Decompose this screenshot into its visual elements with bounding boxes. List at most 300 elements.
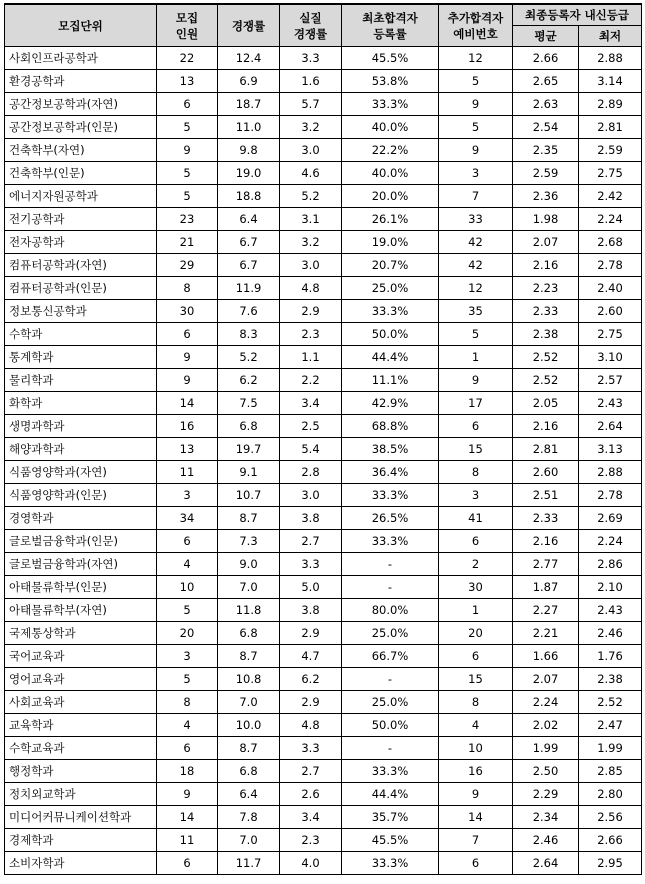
cell-first-registration: 25.0% — [342, 622, 439, 645]
cell-competition: 7.0 — [218, 576, 280, 599]
cell-grade-average: 2.07 — [513, 231, 579, 254]
cell-grade-average: 2.65 — [513, 70, 579, 93]
admission-results-table — [4, 3, 642, 875]
cell-competition: 9.1 — [218, 461, 280, 484]
table-row — [5, 392, 642, 415]
header-first-registration-line1: 최초합격자 — [362, 10, 418, 25]
cell-extra-admission: 30 — [439, 576, 513, 599]
cell-grade-lowest: 3.14 — [579, 70, 642, 93]
cell-dept: 영어교육과 — [5, 668, 157, 691]
cell-competition: 9.0 — [218, 553, 280, 576]
cell-quota: 16 — [157, 415, 218, 438]
cell-competition: 6.8 — [218, 622, 280, 645]
header-dept: 모집단위 — [5, 4, 157, 47]
cell-grade-average: 2.21 — [513, 622, 579, 645]
cell-real-competition: 2.7 — [280, 760, 342, 783]
cell-real-competition: 2.2 — [280, 369, 342, 392]
cell-competition: 11.7 — [218, 852, 280, 875]
table-row — [5, 576, 642, 599]
cell-grade-average: 2.60 — [513, 461, 579, 484]
table-row — [5, 599, 642, 622]
cell-competition: 6.2 — [218, 369, 280, 392]
cell-grade-lowest: 2.10 — [579, 576, 642, 599]
cell-real-competition: 3.3 — [280, 553, 342, 576]
cell-grade-lowest: 2.24 — [579, 208, 642, 231]
cell-extra-admission: 5 — [439, 70, 513, 93]
cell-dept: 건축학부(자연) — [5, 139, 157, 162]
cell-dept: 국어교육과 — [5, 645, 157, 668]
cell-quota: 21 — [157, 231, 218, 254]
cell-grade-lowest: 2.60 — [579, 300, 642, 323]
cell-extra-admission: 41 — [439, 507, 513, 530]
cell-grade-average: 2.16 — [513, 254, 579, 277]
cell-grade-average: 1.99 — [513, 737, 579, 760]
header-first-registration-line2: 등록률 — [373, 26, 407, 41]
table-row — [5, 714, 642, 737]
cell-extra-admission: 42 — [439, 231, 513, 254]
header-extra-admission — [439, 4, 513, 47]
cell-grade-lowest: 2.66 — [579, 829, 642, 852]
cell-competition: 11.0 — [218, 116, 280, 139]
cell-grade-average: 2.07 — [513, 668, 579, 691]
cell-grade-average: 2.29 — [513, 783, 579, 806]
cell-first-registration: 19.0% — [342, 231, 439, 254]
cell-first-registration: 33.3% — [342, 530, 439, 553]
cell-quota: 22 — [157, 47, 218, 70]
cell-competition: 12.4 — [218, 47, 280, 70]
cell-grade-average: 2.16 — [513, 530, 579, 553]
cell-grade-lowest: 2.38 — [579, 668, 642, 691]
table-row — [5, 530, 642, 553]
cell-grade-lowest: 2.43 — [579, 599, 642, 622]
cell-grade-lowest: 2.88 — [579, 461, 642, 484]
cell-extra-admission: 4 — [439, 714, 513, 737]
table-row — [5, 737, 642, 760]
cell-grade-average: 2.36 — [513, 185, 579, 208]
cell-dept: 건축학부(인문) — [5, 162, 157, 185]
cell-dept: 아태물류학부(인문) — [5, 576, 157, 599]
cell-competition: 18.7 — [218, 93, 280, 116]
table-row — [5, 70, 642, 93]
header-extra-admission-line2: 예비번호 — [453, 26, 498, 41]
cell-dept: 소비자학과 — [5, 852, 157, 875]
cell-dept: 수학과 — [5, 323, 157, 346]
header-grade-group: 최종등록자 내신등급 — [513, 4, 642, 26]
cell-dept: 국제통상학과 — [5, 622, 157, 645]
cell-quota: 29 — [157, 254, 218, 277]
cell-first-registration: - — [342, 737, 439, 760]
cell-grade-lowest: 2.86 — [579, 553, 642, 576]
cell-quota: 5 — [157, 116, 218, 139]
cell-grade-average: 2.66 — [513, 47, 579, 70]
cell-competition: 8.7 — [218, 645, 280, 668]
cell-competition: 7.5 — [218, 392, 280, 415]
cell-grade-average: 2.77 — [513, 553, 579, 576]
cell-quota: 6 — [157, 852, 218, 875]
cell-dept: 통계학과 — [5, 346, 157, 369]
cell-first-registration: - — [342, 576, 439, 599]
cell-grade-lowest: 2.40 — [579, 277, 642, 300]
table-row — [5, 461, 642, 484]
cell-quota: 6 — [157, 323, 218, 346]
cell-grade-average: 2.05 — [513, 392, 579, 415]
table-row — [5, 668, 642, 691]
cell-grade-average: 2.64 — [513, 852, 579, 875]
cell-competition: 10.7 — [218, 484, 280, 507]
cell-quota: 9 — [157, 346, 218, 369]
cell-competition: 7.3 — [218, 530, 280, 553]
cell-competition: 6.4 — [218, 783, 280, 806]
cell-quota: 4 — [157, 553, 218, 576]
cell-dept: 행정학과 — [5, 760, 157, 783]
cell-extra-admission: 3 — [439, 162, 513, 185]
cell-competition: 9.8 — [218, 139, 280, 162]
cell-real-competition: 3.3 — [280, 47, 342, 70]
cell-quota: 6 — [157, 737, 218, 760]
cell-grade-average: 2.24 — [513, 691, 579, 714]
cell-competition: 10.0 — [218, 714, 280, 737]
header-competition: 경쟁률 — [218, 4, 280, 47]
table-row — [5, 829, 642, 852]
table-row — [5, 369, 642, 392]
table-row — [5, 553, 642, 576]
cell-grade-average: 2.23 — [513, 277, 579, 300]
cell-first-registration: 33.3% — [342, 852, 439, 875]
cell-quota: 4 — [157, 714, 218, 737]
table-row — [5, 47, 642, 70]
cell-first-registration: 33.3% — [342, 760, 439, 783]
cell-real-competition: 4.7 — [280, 645, 342, 668]
cell-grade-lowest: 2.95 — [579, 852, 642, 875]
cell-quota: 9 — [157, 783, 218, 806]
cell-dept: 아태물류학부(자연) — [5, 599, 157, 622]
table-row — [5, 231, 642, 254]
cell-dept: 글로벌금융학과(인문) — [5, 530, 157, 553]
cell-quota: 14 — [157, 392, 218, 415]
cell-extra-admission: 1 — [439, 599, 513, 622]
cell-real-competition: 4.8 — [280, 277, 342, 300]
cell-dept: 글로벌금융학과(자연) — [5, 553, 157, 576]
cell-quota: 23 — [157, 208, 218, 231]
cell-first-registration: 33.3% — [342, 484, 439, 507]
cell-extra-admission: 7 — [439, 185, 513, 208]
header-quota-line1: 모집 — [175, 10, 199, 25]
cell-extra-admission: 8 — [439, 691, 513, 714]
cell-dept: 컴퓨터공학과(자연) — [5, 254, 157, 277]
table-row — [5, 277, 642, 300]
cell-quota: 5 — [157, 185, 218, 208]
cell-grade-lowest: 2.42 — [579, 185, 642, 208]
cell-competition: 6.8 — [218, 760, 280, 783]
cell-grade-average: 2.81 — [513, 438, 579, 461]
cell-grade-average: 2.16 — [513, 415, 579, 438]
cell-real-competition: 3.1 — [280, 208, 342, 231]
cell-competition: 11.8 — [218, 599, 280, 622]
cell-grade-lowest: 2.75 — [579, 323, 642, 346]
cell-dept: 미디어커뮤니케이션학과 — [5, 806, 157, 829]
cell-dept: 수학교육과 — [5, 737, 157, 760]
cell-extra-admission: 9 — [439, 139, 513, 162]
cell-quota: 5 — [157, 599, 218, 622]
table-row — [5, 507, 642, 530]
cell-extra-admission: 17 — [439, 392, 513, 415]
table-row — [5, 185, 642, 208]
cell-extra-admission: 42 — [439, 254, 513, 277]
cell-real-competition: 2.8 — [280, 461, 342, 484]
table-row — [5, 484, 642, 507]
cell-extra-admission: 2 — [439, 553, 513, 576]
cell-dept: 식품영양학과(자연) — [5, 461, 157, 484]
cell-dept: 컴퓨터공학과(인문) — [5, 277, 157, 300]
cell-dept: 경영학과 — [5, 507, 157, 530]
cell-grade-lowest: 2.24 — [579, 530, 642, 553]
cell-first-registration: 44.4% — [342, 783, 439, 806]
cell-competition: 11.9 — [218, 277, 280, 300]
cell-grade-lowest: 1.99 — [579, 737, 642, 760]
cell-real-competition: 3.2 — [280, 116, 342, 139]
cell-grade-average: 2.33 — [513, 300, 579, 323]
cell-quota: 8 — [157, 691, 218, 714]
cell-grade-average: 1.66 — [513, 645, 579, 668]
cell-extra-admission: 35 — [439, 300, 513, 323]
cell-dept: 화학과 — [5, 392, 157, 415]
cell-quota: 6 — [157, 93, 218, 116]
cell-first-registration: 25.0% — [342, 691, 439, 714]
cell-extra-admission: 7 — [439, 829, 513, 852]
cell-first-registration: 45.5% — [342, 829, 439, 852]
header-grade-average: 평균 — [513, 26, 579, 47]
cell-real-competition: 3.4 — [280, 392, 342, 415]
header-extra-admission-line1: 추가합격자 — [447, 10, 504, 25]
cell-real-competition: 4.0 — [280, 852, 342, 875]
cell-grade-lowest: 2.78 — [579, 484, 642, 507]
header-first-registration — [342, 4, 439, 47]
cell-real-competition: 4.6 — [280, 162, 342, 185]
cell-grade-lowest: 2.81 — [579, 116, 642, 139]
cell-first-registration: 42.9% — [342, 392, 439, 415]
table-row — [5, 852, 642, 875]
cell-real-competition: 2.6 — [280, 783, 342, 806]
cell-competition: 7.6 — [218, 300, 280, 323]
table-row — [5, 162, 642, 185]
table-row — [5, 438, 642, 461]
cell-grade-lowest: 2.64 — [579, 415, 642, 438]
cell-first-registration: 25.0% — [342, 277, 439, 300]
cell-extra-admission: 15 — [439, 438, 513, 461]
cell-grade-average: 1.98 — [513, 208, 579, 231]
cell-competition: 6.9 — [218, 70, 280, 93]
cell-first-registration: 80.0% — [342, 599, 439, 622]
cell-dept: 에너지자원공학과 — [5, 185, 157, 208]
cell-extra-admission: 3 — [439, 484, 513, 507]
cell-first-registration: 11.1% — [342, 369, 439, 392]
cell-grade-average: 2.50 — [513, 760, 579, 783]
cell-extra-admission: 16 — [439, 760, 513, 783]
cell-real-competition: 4.8 — [280, 714, 342, 737]
cell-first-registration: 68.8% — [342, 415, 439, 438]
cell-first-registration: - — [342, 668, 439, 691]
cell-grade-lowest: 2.80 — [579, 783, 642, 806]
cell-dept: 식품영양학과(인문) — [5, 484, 157, 507]
cell-real-competition: 5.7 — [280, 93, 342, 116]
cell-first-registration: 20.7% — [342, 254, 439, 277]
cell-dept: 생명과학과 — [5, 415, 157, 438]
cell-first-registration: 22.2% — [342, 139, 439, 162]
table-row — [5, 783, 642, 806]
cell-competition: 6.8 — [218, 415, 280, 438]
cell-quota: 5 — [157, 162, 218, 185]
cell-real-competition: 3.0 — [280, 254, 342, 277]
cell-dept: 경제학과 — [5, 829, 157, 852]
cell-quota: 11 — [157, 461, 218, 484]
table-row — [5, 691, 642, 714]
cell-grade-average: 2.54 — [513, 116, 579, 139]
header-real-competition — [280, 4, 342, 47]
cell-grade-lowest: 2.78 — [579, 254, 642, 277]
cell-first-registration: 26.5% — [342, 507, 439, 530]
cell-grade-average: 2.52 — [513, 346, 579, 369]
cell-real-competition: 2.3 — [280, 829, 342, 852]
cell-real-competition: 3.4 — [280, 806, 342, 829]
cell-grade-average: 2.46 — [513, 829, 579, 852]
table-row — [5, 254, 642, 277]
cell-real-competition: 2.7 — [280, 530, 342, 553]
cell-grade-average: 2.51 — [513, 484, 579, 507]
cell-extra-admission: 33 — [439, 208, 513, 231]
cell-dept: 공간정보공학과(자연) — [5, 93, 157, 116]
cell-grade-lowest: 2.69 — [579, 507, 642, 530]
table-body — [5, 47, 642, 875]
cell-grade-lowest: 2.68 — [579, 231, 642, 254]
cell-first-registration: 50.0% — [342, 714, 439, 737]
cell-dept: 사회교육과 — [5, 691, 157, 714]
table-row — [5, 323, 642, 346]
cell-quota: 14 — [157, 806, 218, 829]
cell-first-registration: 20.0% — [342, 185, 439, 208]
cell-quota: 11 — [157, 829, 218, 852]
cell-quota: 9 — [157, 139, 218, 162]
cell-dept: 공간정보공학과(인문) — [5, 116, 157, 139]
cell-dept: 전자공학과 — [5, 231, 157, 254]
cell-extra-admission: 9 — [439, 93, 513, 116]
cell-first-registration: 40.0% — [342, 116, 439, 139]
cell-quota: 8 — [157, 277, 218, 300]
cell-quota: 9 — [157, 369, 218, 392]
cell-real-competition: 5.2 — [280, 185, 342, 208]
cell-grade-average: 2.59 — [513, 162, 579, 185]
table-row — [5, 346, 642, 369]
cell-dept: 전기공학과 — [5, 208, 157, 231]
cell-competition: 6.4 — [218, 208, 280, 231]
cell-grade-lowest: 2.75 — [579, 162, 642, 185]
header-quota-line2: 인원 — [175, 26, 199, 41]
cell-extra-admission: 20 — [439, 622, 513, 645]
cell-competition: 7.0 — [218, 829, 280, 852]
cell-first-registration: 53.8% — [342, 70, 439, 93]
cell-grade-lowest: 3.10 — [579, 346, 642, 369]
cell-first-registration: 33.3% — [342, 300, 439, 323]
header-real-competition-line2: 경쟁률 — [293, 26, 328, 41]
cell-competition: 5.2 — [218, 346, 280, 369]
cell-first-registration: 40.0% — [342, 162, 439, 185]
cell-competition: 8.7 — [218, 737, 280, 760]
cell-extra-admission: 12 — [439, 277, 513, 300]
cell-first-registration: 44.4% — [342, 346, 439, 369]
cell-real-competition: 2.9 — [280, 691, 342, 714]
table-header — [5, 4, 642, 47]
table-row — [5, 300, 642, 323]
cell-extra-admission: 15 — [439, 668, 513, 691]
cell-real-competition: 3.0 — [280, 484, 342, 507]
cell-competition: 10.8 — [218, 668, 280, 691]
cell-competition: 7.0 — [218, 691, 280, 714]
header-real-competition-line1: 실질 — [299, 10, 322, 25]
cell-competition: 6.7 — [218, 231, 280, 254]
cell-real-competition: 6.2 — [280, 668, 342, 691]
cell-first-registration: 36.4% — [342, 461, 439, 484]
cell-extra-admission: 6 — [439, 852, 513, 875]
cell-grade-lowest: 2.52 — [579, 691, 642, 714]
table-row — [5, 93, 642, 116]
cell-grade-lowest: 2.89 — [579, 93, 642, 116]
cell-first-registration: 45.5% — [342, 47, 439, 70]
cell-quota: 18 — [157, 760, 218, 783]
table-row — [5, 622, 642, 645]
cell-quota: 5 — [157, 668, 218, 691]
cell-real-competition: 1.1 — [280, 346, 342, 369]
cell-extra-admission: 8 — [439, 461, 513, 484]
cell-quota: 6 — [157, 530, 218, 553]
cell-first-registration: 35.7% — [342, 806, 439, 829]
cell-real-competition: 2.9 — [280, 622, 342, 645]
cell-grade-lowest: 3.13 — [579, 438, 642, 461]
cell-grade-lowest: 2.88 — [579, 47, 642, 70]
table-row — [5, 116, 642, 139]
cell-grade-average: 2.33 — [513, 507, 579, 530]
cell-dept: 정치외교학과 — [5, 783, 157, 806]
cell-real-competition: 2.3 — [280, 323, 342, 346]
cell-extra-admission: 5 — [439, 116, 513, 139]
cell-quota: 34 — [157, 507, 218, 530]
cell-first-registration: - — [342, 553, 439, 576]
cell-quota: 3 — [157, 645, 218, 668]
cell-grade-average: 2.34 — [513, 806, 579, 829]
cell-grade-lowest: 2.46 — [579, 622, 642, 645]
cell-extra-admission: 1 — [439, 346, 513, 369]
cell-dept: 사회인프라공학과 — [5, 47, 157, 70]
cell-grade-average: 2.63 — [513, 93, 579, 116]
cell-extra-admission: 10 — [439, 737, 513, 760]
cell-competition: 7.8 — [218, 806, 280, 829]
table-row — [5, 760, 642, 783]
table-row — [5, 645, 642, 668]
cell-real-competition: 2.9 — [280, 300, 342, 323]
cell-grade-average: 2.52 — [513, 369, 579, 392]
cell-grade-average: 2.38 — [513, 323, 579, 346]
cell-real-competition: 5.4 — [280, 438, 342, 461]
cell-real-competition: 3.2 — [280, 231, 342, 254]
cell-dept: 해양과학과 — [5, 438, 157, 461]
cell-real-competition: 3.8 — [280, 507, 342, 530]
cell-extra-admission: 5 — [439, 323, 513, 346]
header-quota — [157, 4, 218, 47]
cell-dept: 환경공학과 — [5, 70, 157, 93]
cell-extra-admission: 9 — [439, 369, 513, 392]
cell-dept: 교육학과 — [5, 714, 157, 737]
cell-quota: 3 — [157, 484, 218, 507]
cell-grade-lowest: 2.59 — [579, 139, 642, 162]
table-row — [5, 208, 642, 231]
